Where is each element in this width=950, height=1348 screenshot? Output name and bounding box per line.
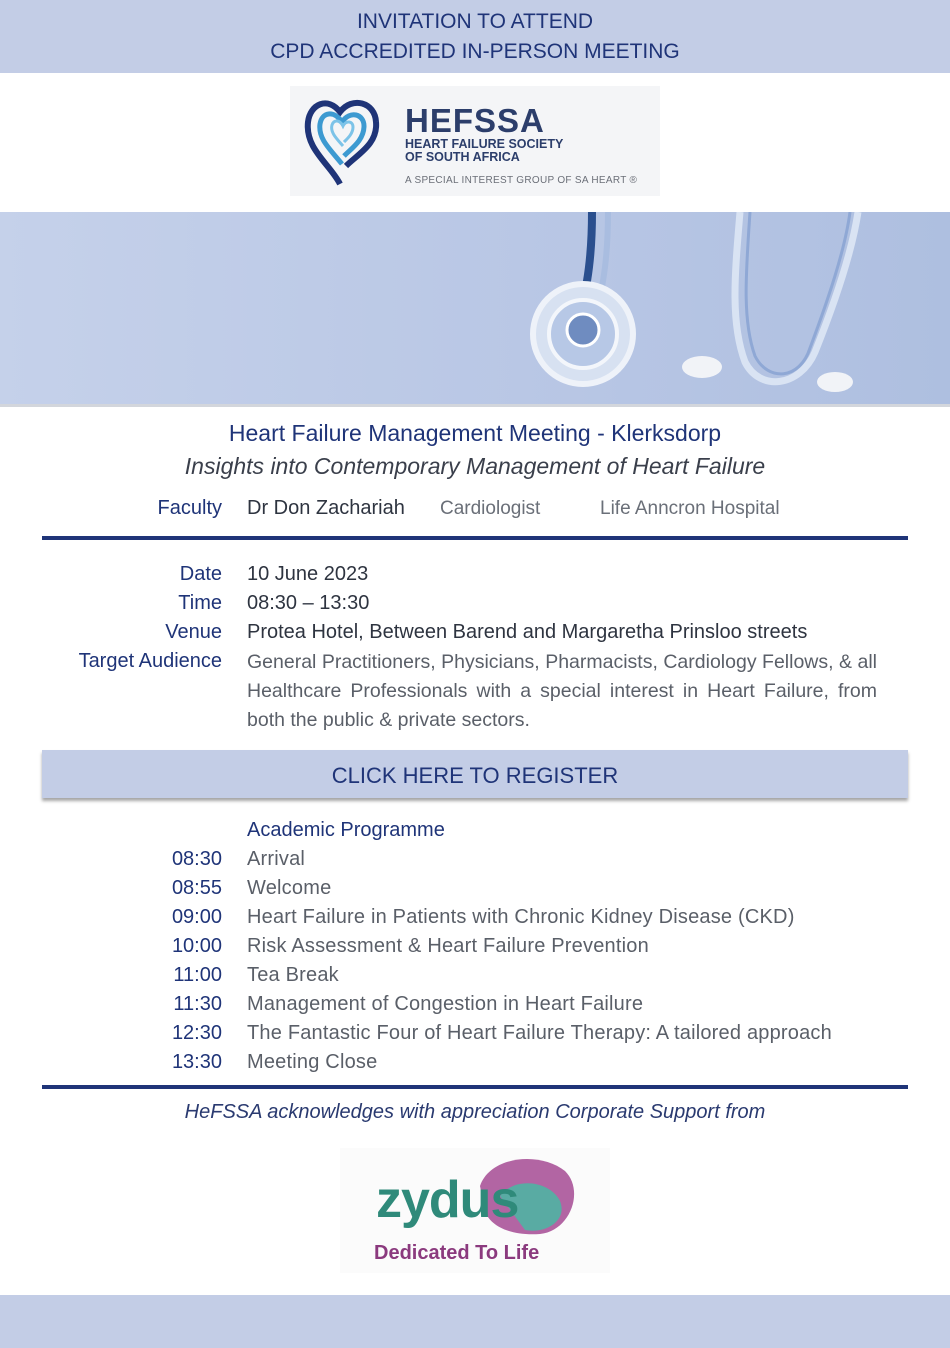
- programme-time: 11:30: [173, 993, 222, 1015]
- programme-divider: [42, 1085, 908, 1089]
- sponsor-name: zydus: [376, 1171, 519, 1229]
- date-value: 10 June 2023: [247, 563, 369, 585]
- section-divider: [42, 536, 908, 540]
- hero-divider: [0, 404, 950, 407]
- register-button[interactable]: CLICK HERE TO REGISTER: [42, 750, 908, 798]
- sponsor-tagline: Dedicated To Life: [374, 1242, 540, 1264]
- programme-time: 13:30: [171, 1051, 222, 1073]
- programme-heading: Academic Programme: [247, 819, 445, 841]
- programme-time: 08:55: [171, 877, 222, 899]
- meeting-title: Heart Failure Management Meeting - Klerksdorp: [228, 420, 722, 446]
- programme-item: The Fantastic Four of Heart Failure Therapy: A tailored approach: [247, 1022, 832, 1044]
- time-label: Time: [178, 592, 222, 614]
- header-line-1: INVITATION TO ATTEND: [356, 10, 594, 33]
- acknowledgement-text: HeFSSA acknowledges with appreciation Corporate Support from: [184, 1101, 766, 1123]
- header-line-2: CPD ACCREDITED IN-PERSON MEETING: [270, 40, 680, 63]
- programme-item: Welcome: [247, 877, 332, 899]
- audience-label: Target Audience: [78, 650, 222, 672]
- faculty-hospital: Life Anncron Hospital: [600, 498, 780, 519]
- faculty-role: Cardiologist: [440, 498, 541, 519]
- audience-value: General Practitioners, Physicians, Pharmacists, Cardiology Fellows, & all Healthcare Professionals with a special interest in Heart Failure, from both the public & private sectors.: [247, 651, 877, 731]
- faculty-name: Dr Don Zachariah: [247, 497, 405, 519]
- programme-item: Tea Break: [247, 964, 339, 986]
- programme-item: Risk Assessment & Heart Failure Prevention: [247, 935, 649, 957]
- programme-time: 08:30: [171, 848, 222, 870]
- programme-item: Meeting Close: [247, 1051, 378, 1073]
- faculty-label: Faculty: [157, 497, 222, 519]
- programme-item: Arrival: [247, 848, 306, 870]
- stethoscope-banner-image: [0, 212, 950, 404]
- logo-tagline: A SPECIAL INTEREST GROUP OF SA HEART ®: [405, 175, 638, 186]
- logo-subtitle-line-1: HEART FAILURE SOCIETY: [405, 137, 564, 151]
- programme-item: Heart Failure in Patients with Chronic Kidney Disease (CKD): [247, 906, 795, 928]
- time-value: 08:30 – 13:30: [247, 592, 370, 614]
- venue-label: Venue: [165, 621, 222, 643]
- programme-item: Management of Congestion in Heart Failure: [247, 993, 644, 1015]
- programme-time: 11:00: [173, 964, 222, 986]
- heart-logo-icon: [300, 94, 390, 189]
- logo-subtitle-line-2: OF SOUTH AFRICA: [405, 150, 520, 164]
- date-label: Date: [179, 563, 222, 585]
- meeting-subtitle: Insights into Contemporary Management of Heart Failure: [184, 453, 766, 479]
- programme-time: 09:00: [171, 906, 222, 928]
- footer-banner: [0, 1295, 950, 1348]
- stethoscope-icon: [0, 212, 950, 404]
- logo-subtitle: [405, 138, 563, 164]
- programme-time: 12:30: [171, 1022, 222, 1044]
- hefssa-logo: [290, 86, 660, 196]
- programme-time: 10:00: [171, 935, 222, 957]
- sponsor-logo: [340, 1148, 610, 1273]
- header-banner: [0, 0, 950, 73]
- logo-name: HEFSSA: [405, 102, 545, 139]
- venue-value: Protea Hotel, Between Barend and Margaretha Prinsloo streets: [247, 621, 808, 643]
